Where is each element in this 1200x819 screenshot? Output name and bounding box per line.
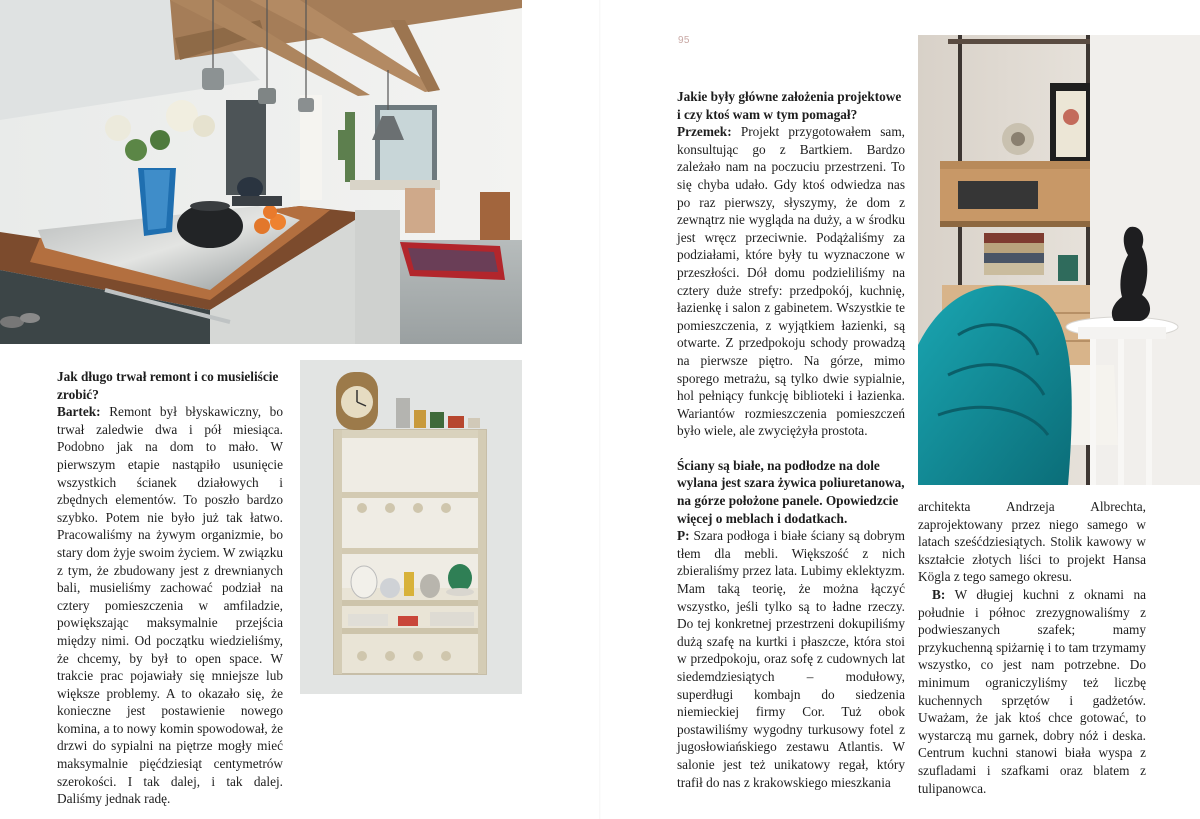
right-text-column-2	[918, 498, 1146, 797]
right-answer-2: Szara podłoga i białe ściany są dobrym tłem dla mebli. Większość z nich zbieraliśmy przez lata. Lubimy eklektyzm. Mam taką teorię, że można łączyć wszystko, jeśli tylko są to ładne rzeczy. Do tej konkretnej przestrzeni dokupiliśmy dużą szafę na kurtki i płaszcze, która stoi w przedpokoju, oraz sofę z cudownych lat siedemdziesiątych – modułowy, superdługi kombajn do siedzenia niemieckiej firmy Cor. Tuż obok postawiliśmy wygodny turkusowy fotel z jugosłowiańskiego zestawu Atlantis. W salonie jest też unikatowy regał, który trafił do nas z krakowskiego mieszkania	[677, 528, 905, 790]
shelf-photo	[300, 360, 522, 694]
left-answer: Remont był błyskawiczny, bo trwał zaledwie dwa i pół miesiąca. Podobno jak na dom to mało. W pierwszym etapie nastąpiło usunięcie wszystkich ścianek działowych i zbędnych elementów. To poszło bardzo szybko. Potem nie było już tak łatwo. Pracowaliśmy na żywym organizmie, bo stary dom żyje swoim życiem. W związku z tym, że zbudowany jest z drewnianych bali, musieliśmy zachować podział na cztery pomieszczenia w amfiladzie, powiększając maksymalnie przejścia między nimi. Od początku wiedzieliśmy, że chcemy, by był to open space. W trakcie prac pojawiały się mniejsze lub większe problemy. A to okazało się, że konieczne jest postawienie nowego komina, a to nowy komin spowodował, że drzwi do sypialni na piętrze mogły mieć maksymalnie pięćdziesiąt centymetrów szerokości. I tak dalej, i tak dalej. Daliśmy jednak radę.	[57, 404, 283, 807]
right-speaker-2: P:	[677, 528, 690, 544]
right-question-1: Jakie były główne założenia projektowe i czy ktoś wam w tym pomagał?	[677, 89, 902, 122]
left-speaker: Bartek:	[57, 404, 101, 420]
living-room-photo	[918, 35, 1200, 485]
right-answer-2-continued: architekta Andrzeja Albrechta, zaprojektowany przez niego samego w latach sześćdziesiątych. Stolik kawowy w kształcie złotych liści to projekt Hansa Kögla z tego samego okresu.	[918, 499, 1146, 585]
right-speaker-3: B:	[932, 586, 946, 602]
page-gutter	[599, 0, 601, 819]
right-text-column-1	[677, 88, 905, 791]
right-answer-1: Projekt przygotowałem sam, konsultując go z Bartkiem. Bardzo zależało nam na poczuciu przestrzeni. To się chyba udało. Gdy ktoś odwiedza nas po raz pierwszy, słyszymy, że dom z zewnątrz nie wygląda na duży, a w środku jest wręcz przeciwnie. Podążaliśmy za podziałami, które były tu wyznaczone w przeszłości. Dół domu podzieliliśmy na cztery duże strefy: przedpokój, kuchnię, łazienkę i salon z gabinetem. Wszystkie te pomieszczenia, z wyjątkiem łazienki, są otwarte. Z przedpokoju schody prowadzą na pierwsze piętro. Na górze, mimo sporego metrażu, są tylko dwie sypialnie, hol pełniący funkcję biblioteki i łazienka. Wariantów rozmieszczenia pomieszczeń było wiele, ale zwyciężyła prostota.	[677, 124, 906, 439]
kitchen-photo	[0, 0, 522, 344]
left-text-column	[57, 368, 283, 808]
right-question-2: Ściany są białe, na podłodze na dole wylana jest szara żywica poliuretanowa, na górze położone panele. Opowiedzcie więcej o meblach i dodatkach.	[677, 457, 905, 526]
right-answer-3: W długiej kuchni z oknami na południe i północ zrezygnowaliśmy z podwieszanych szafek; mamy przykuchenną spiżarnię i to tam trzymamy wszystko, co jest nam potrzebne. Do minimum ograniczyliśmy też liczbę kuchennych sprzętów i gadżetów. Uważam, że jak ktoś chce gotować, to wystarczą mu garnek, dobry nóż i deska. Centrum kuchni stanowi biała wyspa z szufladami i szafkami oraz blatem z tulipanowca.	[918, 586, 1146, 796]
left-question: Jak długo trwał remont i co musieliście zrobić?	[57, 369, 279, 402]
page-number: 95	[678, 35, 690, 46]
right-speaker-1: Przemek:	[677, 124, 732, 140]
